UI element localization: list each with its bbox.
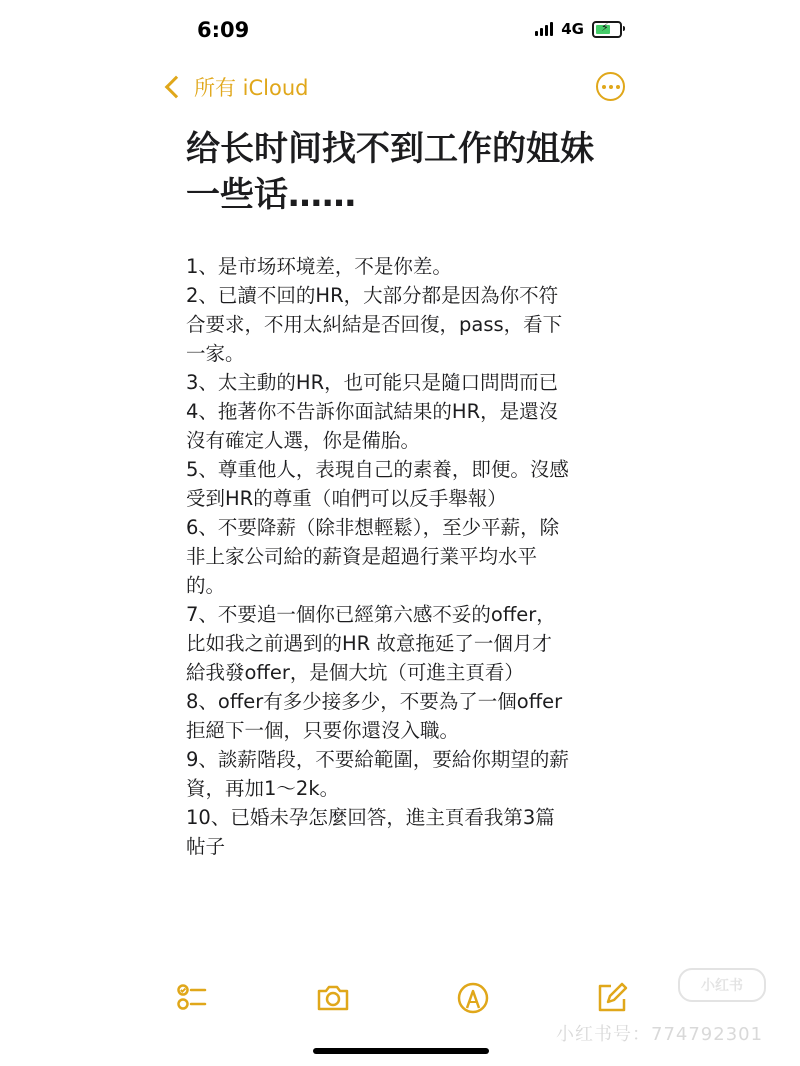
note-title[interactable]: 给长时间找不到工作的姐妹一些话…… <box>186 129 594 215</box>
more-dot-icon <box>602 85 606 89</box>
note-body[interactable] <box>186 252 618 861</box>
battery-nub <box>623 26 625 31</box>
status-indicators <box>535 20 622 38</box>
note-line: 5、尊重他人，表現自己的素養，即便。沒感 <box>186 458 569 481</box>
compose-button[interactable] <box>594 980 630 1016</box>
note-line: 4、拖著你不告訴你面試結果的HR，是還沒 <box>186 400 559 423</box>
note-line: 資，再加1～2k。 <box>186 777 340 800</box>
note-line: 6、不要降薪（除非想輕鬆），至少平薪，除 <box>186 516 560 539</box>
note-line: 拒絕下一個，只要你還沒入職。 <box>186 719 460 742</box>
camera-icon <box>315 980 351 1016</box>
network-type: 4G <box>561 20 584 38</box>
battery-icon <box>592 21 622 38</box>
note-line: 9、談薪階段，不要給範圍，要給你期望的薪 <box>186 748 569 771</box>
note-line: 非上家公司給的薪資是超過行業平均水平 <box>186 545 538 568</box>
back-label: 所有 iCloud <box>194 76 309 100</box>
markup-button[interactable] <box>455 980 491 1016</box>
watermark-logo: 小红书 <box>678 968 766 1002</box>
note-line: 給我發offer，是個大坑（可進主頁看） <box>186 661 524 684</box>
chevron-left-icon <box>165 76 188 99</box>
note-line: 沒有確定人選，你是備胎。 <box>186 429 421 452</box>
note-line: 的。 <box>186 574 226 597</box>
note-line: 比如我之前遇到的HR 故意拖延了一個月才 <box>186 632 552 655</box>
status-time: 6:09 <box>197 18 250 42</box>
note-line: 受到HR的尊重（咱們可以反手舉報） <box>186 487 507 510</box>
checklist-button[interactable] <box>174 980 210 1016</box>
home-indicator[interactable] <box>313 1048 489 1054</box>
more-dot-icon <box>616 85 620 89</box>
note-line: 7、不要追一個你已經第六感不妥的offer， <box>186 603 556 626</box>
camera-button[interactable] <box>315 980 351 1016</box>
watermark-id: 小红书号：774792301 <box>556 1024 764 1045</box>
note-line: 2、已讀不回的HR，大部分都是因為你不符 <box>186 284 559 307</box>
markup-pen-icon <box>455 980 491 1016</box>
note-line: 3、太主動的HR，也可能只是隨口問問而已 <box>186 371 559 394</box>
charging-bolt-icon: ⚡ <box>601 20 609 34</box>
note-line: 合要求，不用太糾結是否回復，pass，看下 <box>186 313 563 336</box>
cellular-signal-icon <box>535 22 553 36</box>
note-line: 10、已婚未孕怎麼回答，進主頁看我第3篇 <box>186 806 555 829</box>
back-button[interactable] <box>162 72 309 102</box>
more-dot-icon <box>609 85 613 89</box>
checklist-icon <box>174 980 210 1016</box>
note-line: 1、是市场环境差，不是你差。 <box>186 255 452 278</box>
note-line: 帖子 <box>186 835 226 858</box>
note-line: 一家。 <box>186 342 245 365</box>
more-options-button[interactable] <box>596 72 625 101</box>
note-line: 8、offer有多少接多少，不要為了一個offer <box>186 690 563 713</box>
compose-icon <box>594 980 630 1016</box>
